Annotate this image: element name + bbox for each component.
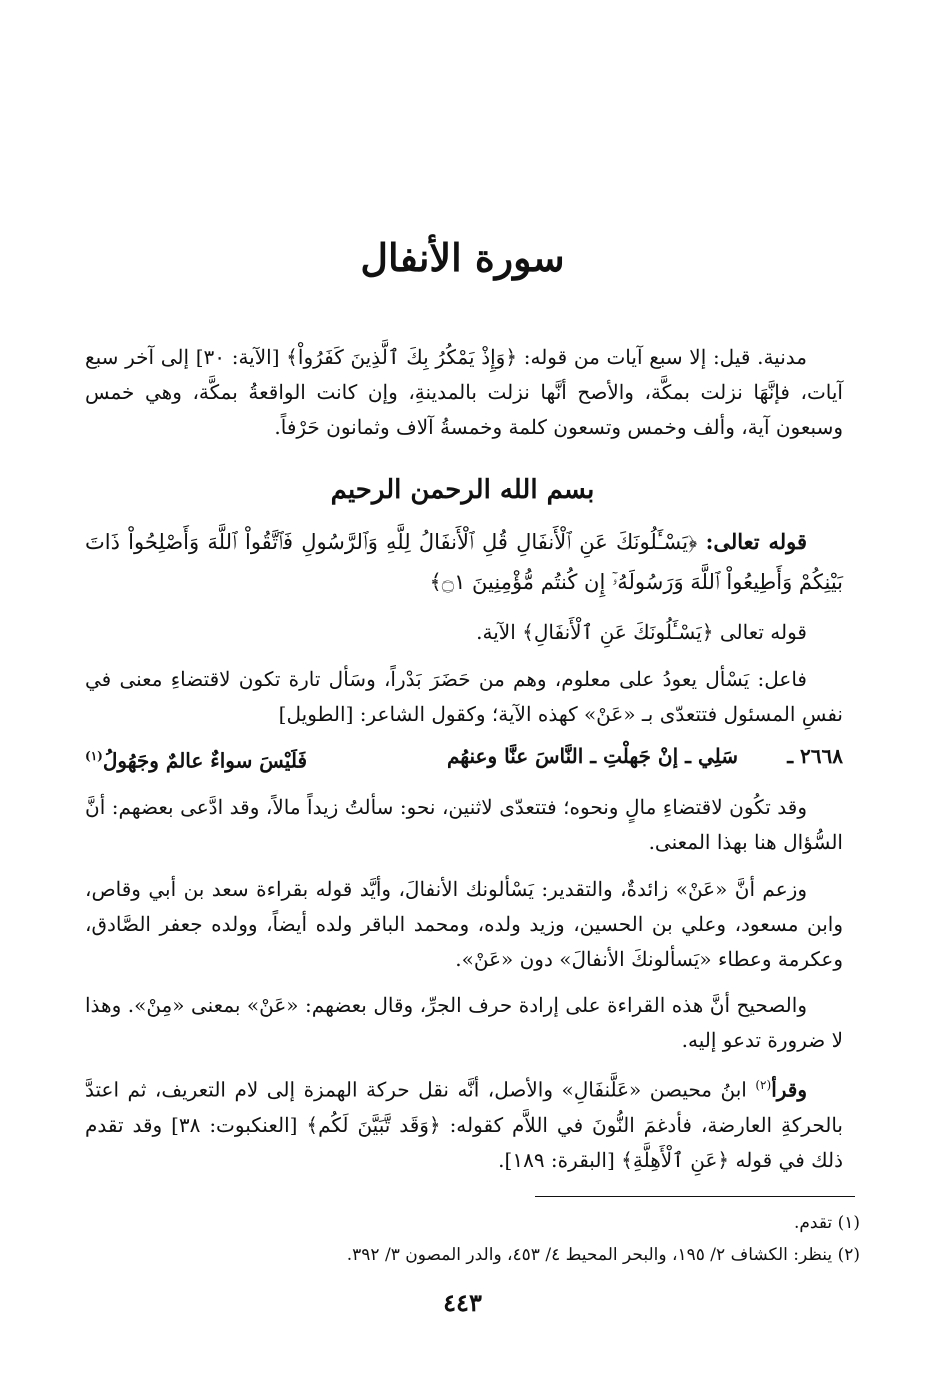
intro-paragraph xyxy=(85,340,843,445)
paragraph-6-text: ابنُ محيصن «عَلَّنفَالِ» والأصل، أنَّه نقل حركة الهمزة إلى لام التعريف، ثم اعتدَّ بالحركةِ العارضة، فأدغمَ النُّونَ في اللاَّم كقوله: ﴿وَقَد تَّبَيَّنَ لَكُم﴾ [العنكبوت: ٣٨] وقد تقدم ذلك في قوله ﴿عَنِ ٱلْأَهِلَّةِ﴾ [البقرة: ١٨٩]. xyxy=(85,1077,843,1172)
paragraph-5 xyxy=(85,988,843,1058)
poem-footnote-ref: (١) xyxy=(85,749,103,763)
basmala: بسم الله الرحمن الرحيم xyxy=(330,475,595,505)
paragraph-4-text: وزعم أنَّ «عَنْ» زائدةٌ، والتقدير: يَسْألونك الأنفالَ، وأيَّد قوله بقراءة سعد بن أبي وقاص، وابن مسعود، وعلي بن الحسين، وزيد ولده، ومحمد الباقر ولده أيضاً، وولده جعفر الصَّادق، وعكرمة وعطاء «يَسألونكَ الأنفالَ» دون «عَنْ». xyxy=(85,877,843,971)
paragraph-6-footnote-ref: (٢) xyxy=(755,1078,772,1092)
paragraph-4 xyxy=(85,872,843,977)
paragraph-1-text: قوله تعالى ﴿يَسْـَٔلُونَكَ عَنِ ٱلْأَنفَالِ﴾ الآية. xyxy=(476,620,807,644)
poem-hemistich-2 xyxy=(85,738,307,779)
footnote-2: (٢) ينظر: الكشاف ٢/ ١٩٥، والبحر المحيط ٤/ ٤٥٣، والدر المصون ٣/ ٣٩٢. xyxy=(346,1245,860,1265)
verse-text: ﴿يَسْـَٔلُونَكَ عَنِ ٱلْأَنفَالِ قُلِ ٱلْأَنفَالُ لِلَّهِ وَٱلرَّسُولِ فَٱتَّقُواْ ٱللَّهَ وَأَصْلِحُواْ ذَاتَ بَيْنِكُمْ وَأَطِيعُواْ ٱللَّهَ وَرَسُولَهُۥٓ إِن كُنتُم مُّؤْمِنِينَ ۝١﴾ xyxy=(85,530,843,594)
paragraph-2-text: فاعل: يَسْأل يعودُ على معلوم، وهم من حَضَرَ بَدْراً، وسَأل تارة تكون لاقتضاءِ معنى في نفسِ المسئول فتتعدّى بـ «عَنْ» كهذه الآية؛ وكقول الشاعر: [الطويل] xyxy=(85,667,843,726)
poem-hemistich-1: سَلِي ـ إنْ جَهلْتِ ـ النَّاسَ عنَّا وعنهُم xyxy=(446,744,738,768)
verse-block xyxy=(85,522,843,602)
paragraph-3 xyxy=(85,790,843,860)
footnote-1: (١) تقدم. xyxy=(793,1213,860,1233)
page-number: ٤٤٣ xyxy=(443,1288,482,1317)
intro-text: مدنية. قيل: إلا سبع آيات من قوله: ﴿وَإِذْ يَمْكُرُ بِكَ ٱلَّذِينَ كَفَرُواْ﴾ [الآية: ٣٠] إلى آخر سبع آيات، فإنَّهَا نزلت بمكَّة، والأصح أنَّها نزلت بالمدينةِ، وإن كانت الواقعةُ بمكَّة، وهي خمس وسبعون آية، وألف وخمس وتسعون كلمة وخمسةُ آلاف وثمانون حَرْفاً. xyxy=(85,345,843,439)
paragraph-1 xyxy=(85,615,843,650)
poem-number: ٢٦٦٨ ـ xyxy=(787,744,843,768)
footnote-divider xyxy=(535,1196,855,1197)
verse-lead: قوله تعالى: xyxy=(705,529,807,554)
paragraph-5-text: والصحيح أنَّ هذه القراءة على إرادة حرف الجرِّ، وقال بعضهم: «عَنْ» بمعنى «مِنْ». وهذا لا ضرورة تدعو إليه. xyxy=(85,993,843,1052)
paragraph-6-lead: وقرأ xyxy=(771,1077,807,1102)
paragraph-3-text: وقد تكُون لاقتضاءِ مالٍ ونحوه؛ فتتعدّى لاثنين، نحو: سألتُ زيداً مالاً، وقد ادَّعى بعضهم: أنَّ السُّؤال هنا بهذا المعنى. xyxy=(85,795,843,854)
surah-title: سورة الأنفال xyxy=(360,235,565,280)
poem-line xyxy=(85,738,843,774)
paragraph-2 xyxy=(85,662,843,732)
paragraph-6 xyxy=(85,1068,843,1178)
poem-hemistich-2-text: فَلَيْسَ سواءٌ عالمٌ وجَهُولُ xyxy=(102,748,308,773)
